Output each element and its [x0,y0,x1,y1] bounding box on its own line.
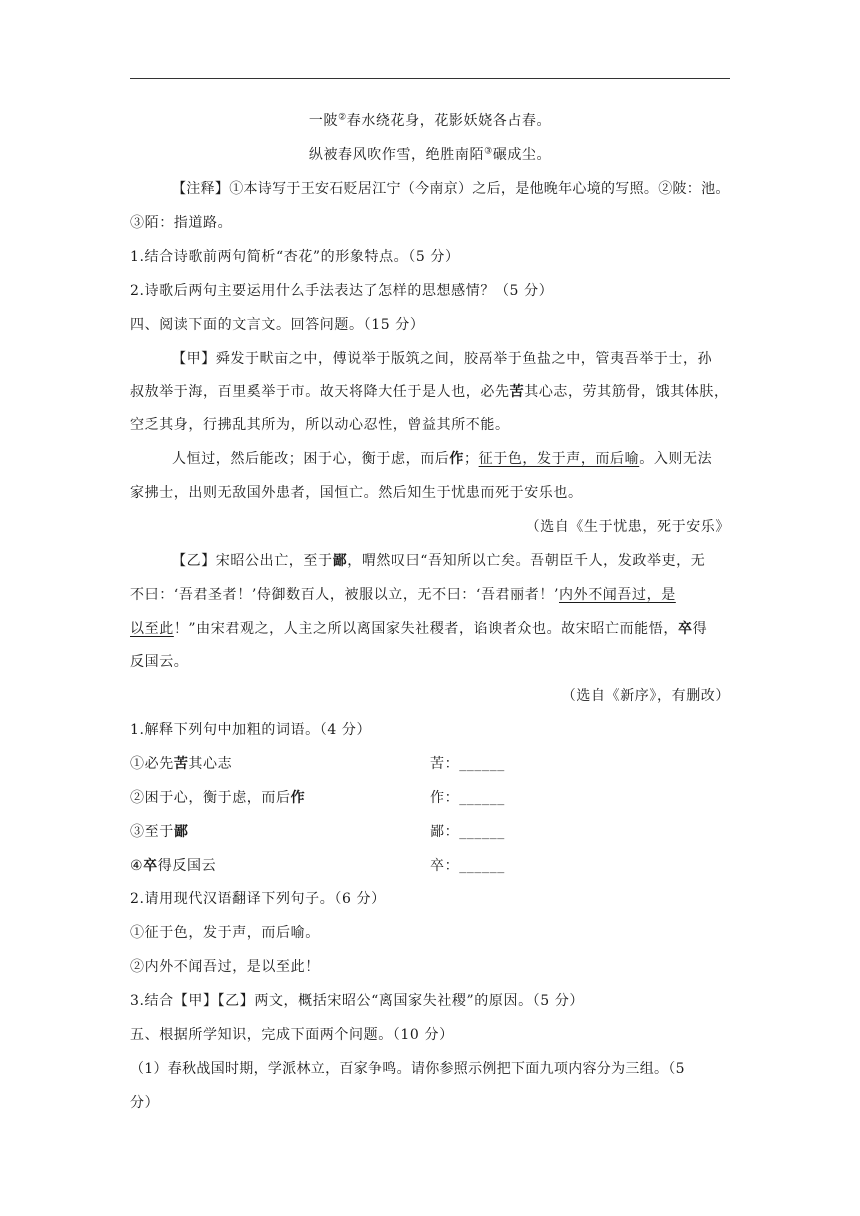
yi-line2: 不曰：‘吾君圣者！’侍御数百人，被服以立，无不曰：‘吾君丽者！’内外不闻吾过，是 [130,587,676,603]
q2-heading: 2.请用现代汉语翻译下列句子。（6 分） [130,891,386,907]
q2-sentence-2: ②内外不闻吾过，是以至此！ [130,959,320,975]
q1-item-4: ④卒得反国云 [130,858,217,874]
jia-p1-line2: 叔敖举于海，百里奚举于市。故天将降大任于是人也，必先苦其心志，劳其筋骨，饿其体肤， [130,384,729,400]
header-rule [130,78,730,79]
jia-source: （选自《生于忧患，死于安乐》 [525,519,730,535]
q2-sentence-1: ①征于色，发于声，而后喻。 [130,925,320,941]
q3-question: 3.结合【甲】【乙】两文，概括宋昭公“离国家失社稷”的原因。（5 分） [130,993,585,1009]
section4-heading: 四、阅读下面的文言文。回答问题。（15 分） [130,317,425,333]
poem-question-1: 1.结合诗歌前两句简析“杏花”的形象特点。（5 分） [130,249,460,265]
jia-p2-line1: 人恒过，然后能改；困于心，衡于虑，而后作；征于色，发于声，而后喻。入则无法 [172,451,713,467]
poem-line-4: 纵被春风吹作雪，绝胜南陌③碾成尘。 [308,146,552,163]
q1-answer-3[interactable]: 鄙：______ [430,824,505,840]
yi-line1: 【乙】宋昭公出亡，至于鄙，喟然叹曰“吾知所以亡矣。吾朝臣千人，发政举吏，无 [172,553,706,569]
q1-answer-1[interactable]: 苦：______ [430,756,505,772]
yi-source: （选自《新序》，有删改） [561,688,730,704]
q1-answer-2[interactable]: 作：______ [430,790,505,806]
poem-question-2: 2.诗歌后两句主要运用什么手法表达了怎样的思想感情？（5 分） [130,283,554,299]
yi-line4: 反国云。 [130,654,189,670]
section5-part1-cont: 分） [130,1095,160,1111]
q1-item-2: ②困于心，衡于虑，而后作 [130,790,306,806]
section5-part1: （1）春秋战国时期，学派林立，百家争鸣。请你参照示例把下面九项内容分为三组。（5 [130,1061,685,1077]
q1-heading: 1.解释下列句中加粗的词语。（4 分） [130,722,372,738]
q1-answer-4[interactable]: 卒：______ [430,858,505,874]
yi-line3: 以至此！”由宋君观之，人主之所以离国家失社稷者，谄谀者众也。故宋昭亡而能悟，卒得 [130,621,708,637]
jia-p1-line1: 【甲】舜发于畎亩之中，傅说举于版筑之间，胶鬲举于鱼盐之中，管夷吾举于士，孙 [172,351,713,367]
poem-line-3: 一陂②春水绕花身，花影妖娆各占春。 [308,112,552,129]
poem-note: 【注释】①本诗写于王安石贬居江宁（今南京）之后，是他晚年心境的写照。②陂：池。 [172,181,730,197]
q1-item-3: ③至于鄙 [130,824,189,840]
jia-p2-line2: 家拂士，出则无敌国外患者，国恒亡。然后知生于忧患而死于安乐也。 [130,485,583,501]
q1-item-1: ①必先苦其心志 [130,756,233,772]
section5-heading: 五、根据所学知识，完成下面两个问题。（10 分） [130,1027,454,1043]
poem-note-cont: ③陌：指道路。 [130,215,233,231]
jia-p1-line3: 空乏其身，行拂乱其所为，所以动心忍性，曾益其所不能。 [130,417,510,433]
